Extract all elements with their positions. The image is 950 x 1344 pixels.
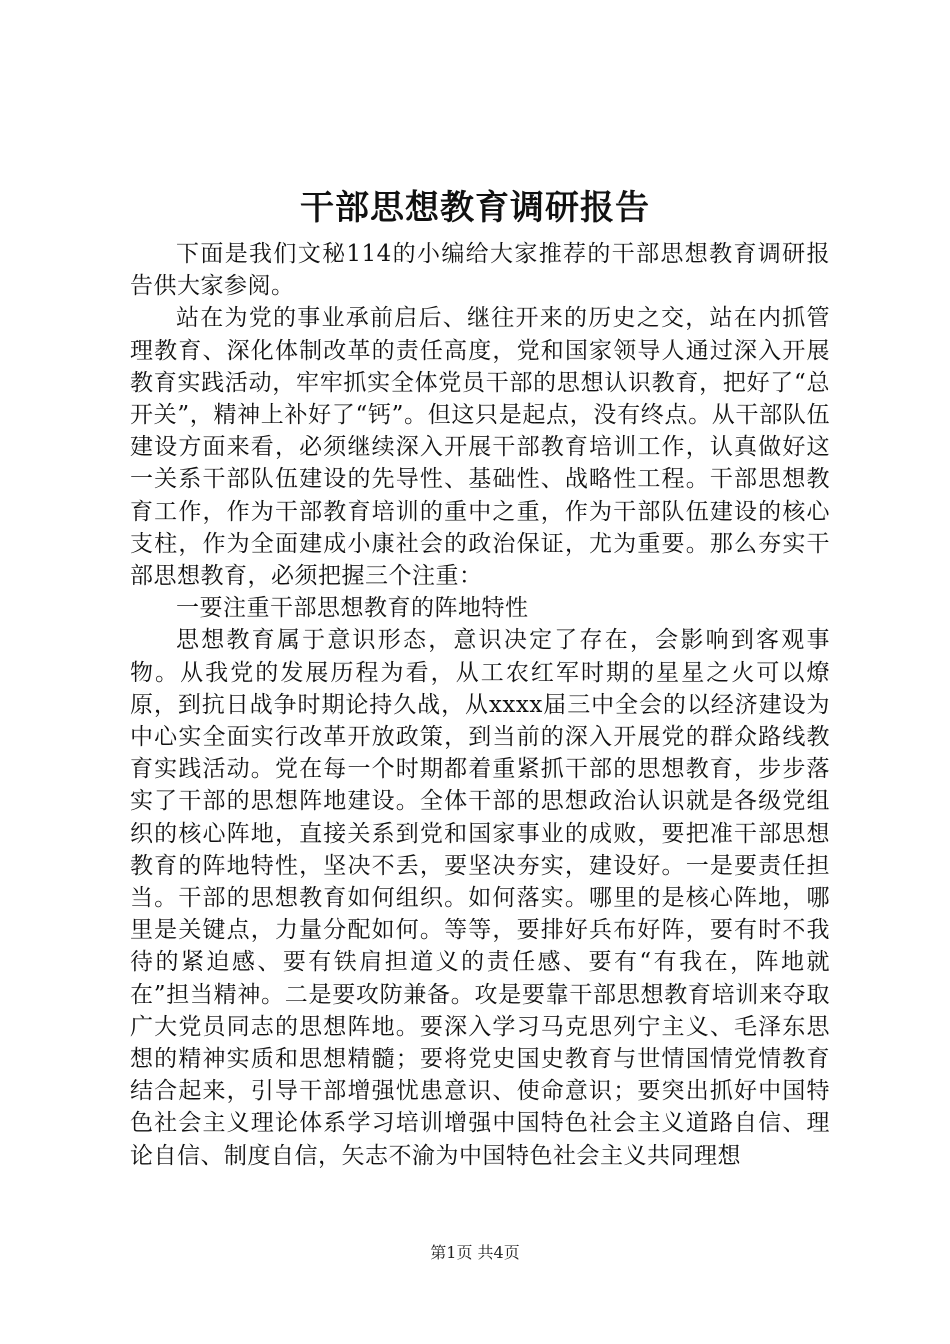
section-paragraph: 思想教育属于意识形态，意识决定了存在，会影响到客观事物。从我党的发展历程为看，从工农红军时期的星星之火可以燎原，到抗日战争时期论持久战，从xxxx届三中全会的以经济建设为中心实全面实行改革开放政策，到当前的深入开展党的群众路线教育实践活动。党在每一个时期都着重紧抓干部的思想教育，步步落实了干部的思想阵地建设。全体干部的思想政治认识就是各级党组织的核心阵地，直接关系到党和国家事业的成败，要把准干部思想教育的阵地特性，坚决不丢，要坚决夯实，建设好。一是要责任担当。干部的思想教育如何组织。如何落实。哪里的是核心阵地，哪里是关键点，力量分配如何。等等，要排好兵布好阵，要有时不我待的紧迫感、要有铁肩担道义的责任感、要有“有我在，阵地就在”担当精神。二是要攻防兼备。攻是要靠干部思想教育培训来夺取广大党员同志的思想阵地。要深入学习马克思列宁主义、毛泽东思想的精神实质和思想精髓；要将党史国史教育与世情国情党情教育结合起来，引导干部增强忧患意识、使命意识；要突出抓好中国特色社会主义理论体系学习培训增强中国特色社会主义道路自信、理论自信、制度自信，矢志不渝为中国特色社会主义共同理想 xyxy=(130,627,830,1169)
intro-paragraph: 下面是我们文秘114的小编给大家推荐的干部思想教育调研报告供大家参阅。 xyxy=(130,241,830,300)
background-paragraph: 站在为党的事业承前启后、继往开来的历史之交，站在内抓管理教育、深化体制改革的责任高度，党和国家领导人通过深入开展教育实践活动，牢牢抓实全体党员干部的思想认识教育，把好了“总开关”，精神上补好了“钙”。但这只是起点，没有终点。从干部队伍建设方面来看，必须继续深入开展干部教育培训工作，认真做好这一关系干部队伍建设的先导性、基础性、战略性工程。干部思想教育工作，作为干部教育培训的重中之重，作为干部队伍建设的核心支柱，作为全面建成小康社会的政治保证，尤为重要。那么夯实干部思想教育，必须把握三个注重： xyxy=(130,305,830,590)
document-body xyxy=(130,238,830,1172)
section-heading: 一要注重干部思想教育的阵地特性 xyxy=(176,595,529,622)
document-title: 干部思想教育调研报告 xyxy=(300,188,650,228)
page-footer: 第1页 共4页 xyxy=(430,1243,520,1262)
